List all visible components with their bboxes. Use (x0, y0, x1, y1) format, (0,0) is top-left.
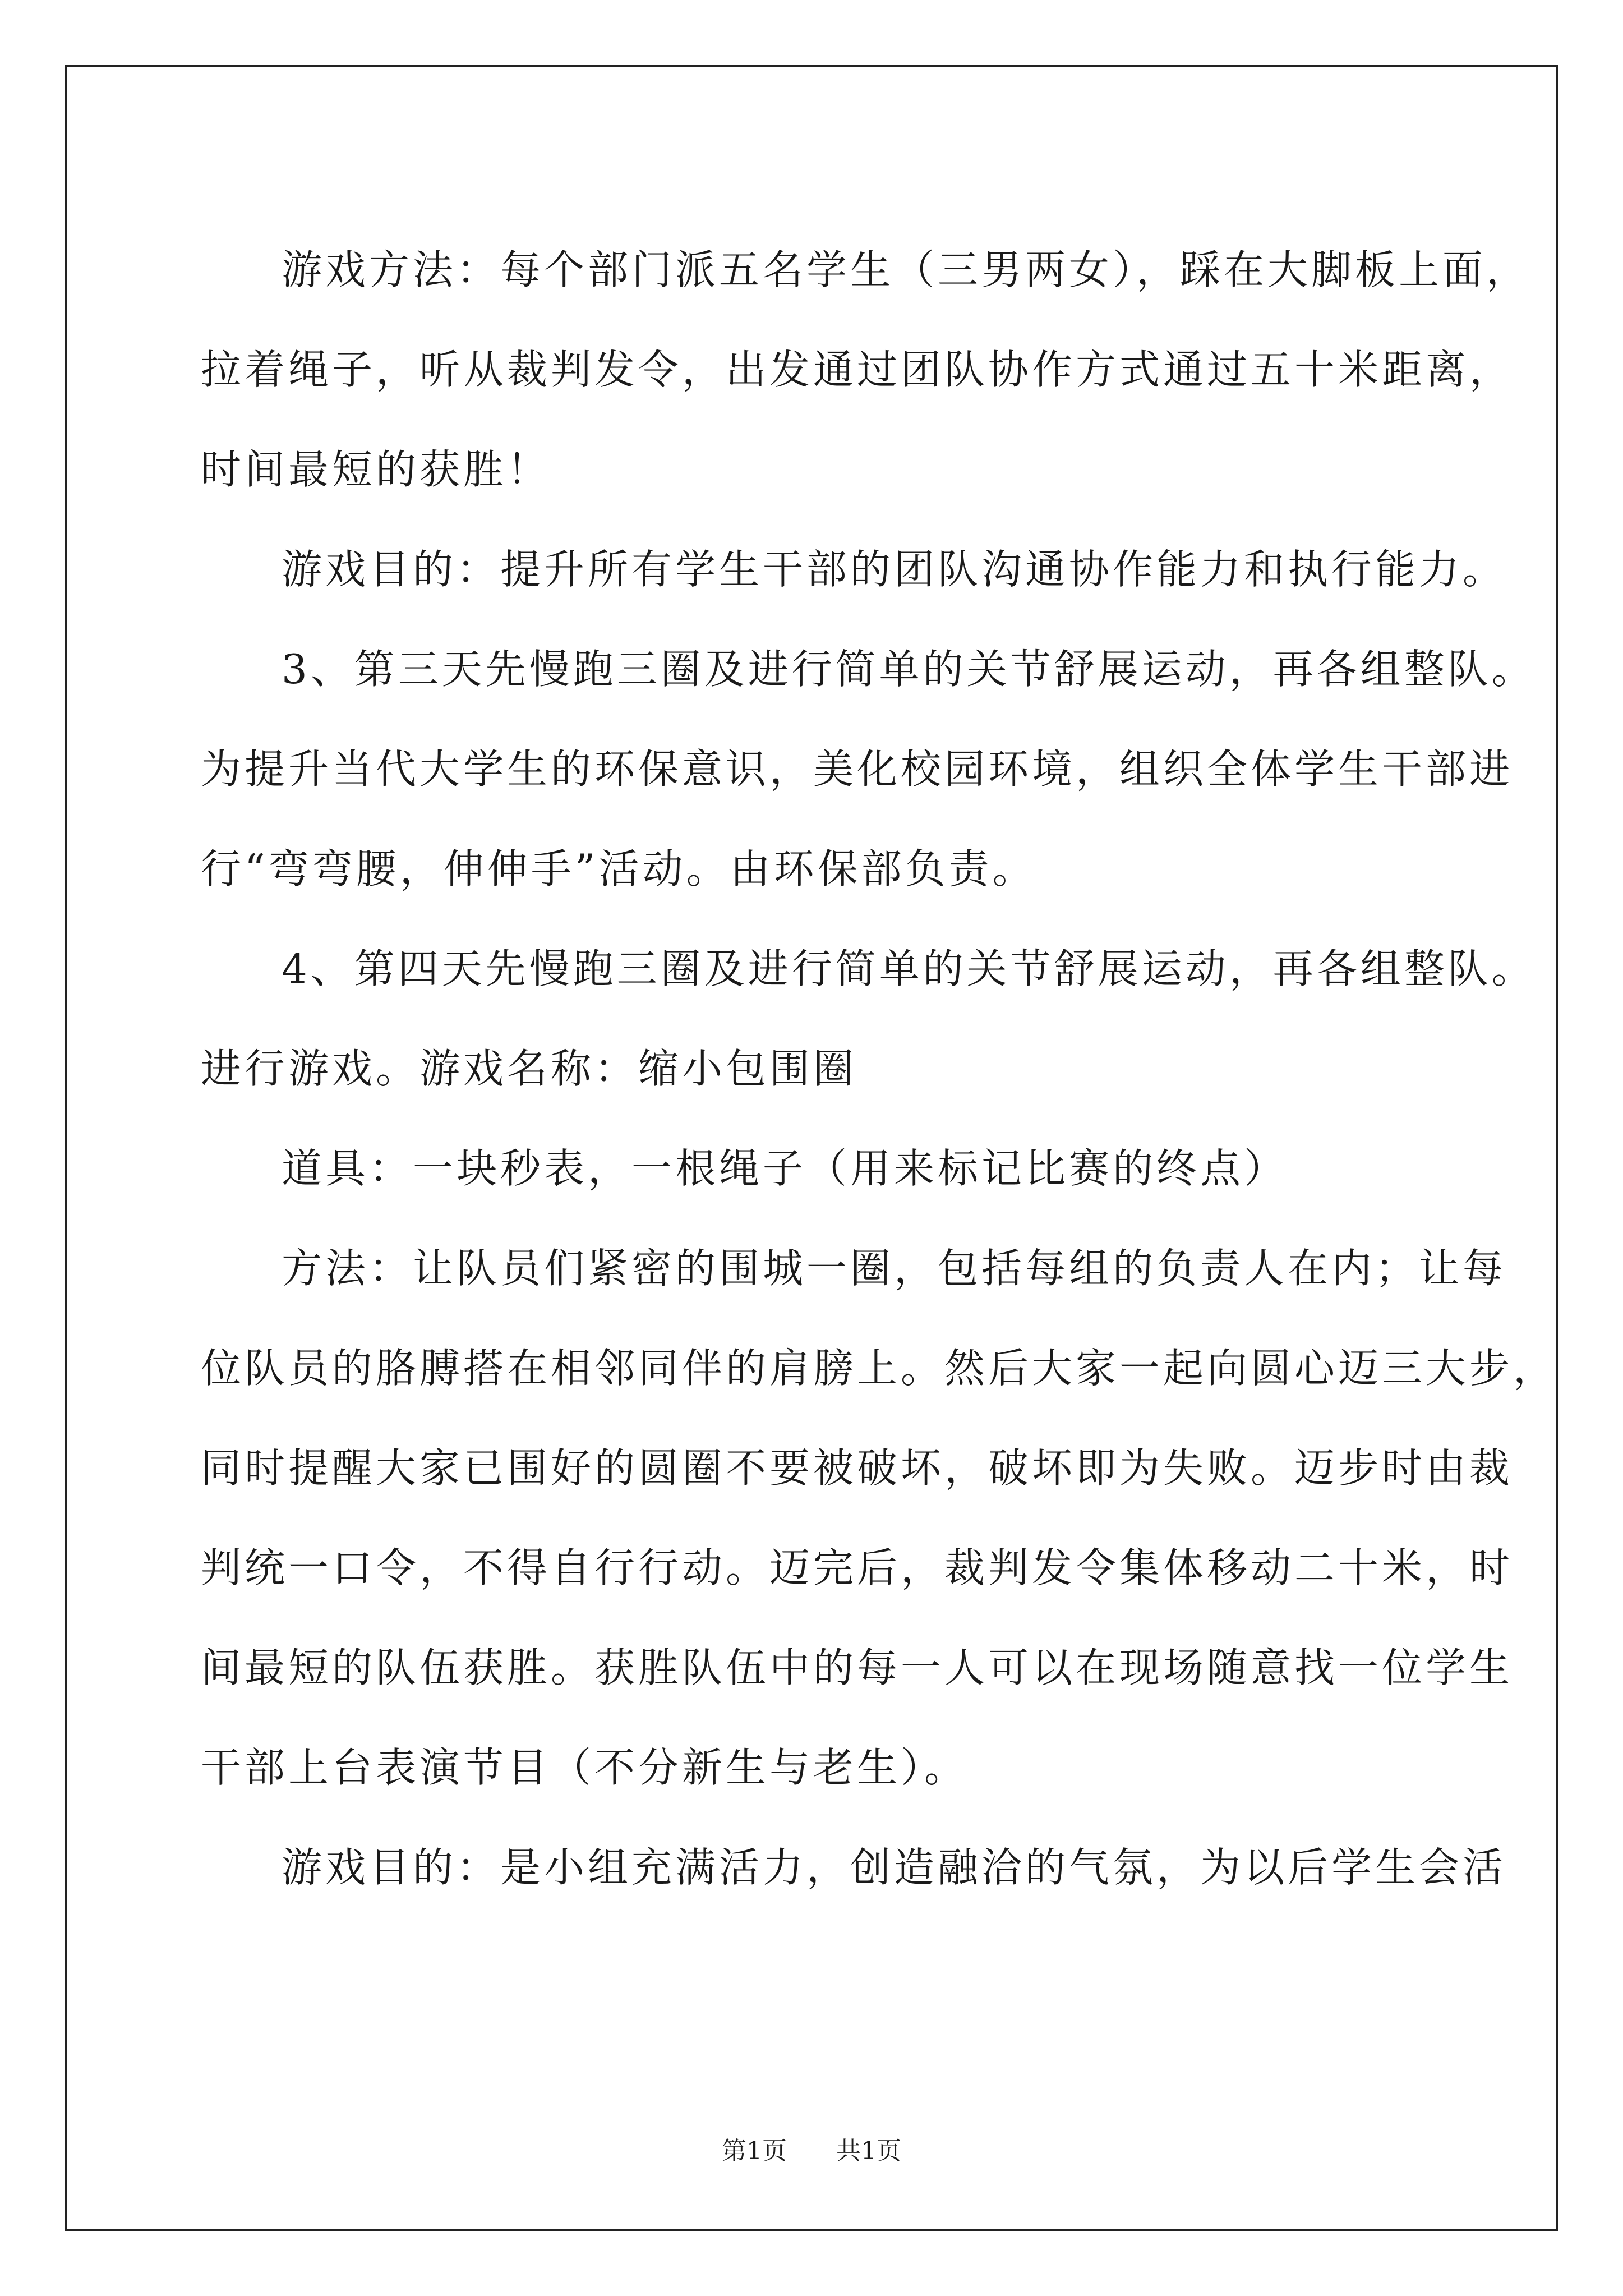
text-line: 道具：一块秒表，一根绳子（用来标记比赛的终点） (282, 1145, 1288, 1192)
text-line: 游戏方法：每个部门派五名学生（三男两女），踩在大脚板上面， (282, 246, 1530, 293)
page-number-total: 共1页 (836, 2137, 901, 2165)
text-line: 间最短的队伍获胜。获胜队伍中的每一人可以在现场随意找一位学生 (201, 1644, 1514, 1691)
text-line: 3、第三天先慢跑三圈及进行简单的关节舒展运动，再各组整队。 (282, 646, 1536, 693)
text-line: 时间最短的获胜！ (201, 446, 551, 493)
page-number-current: 第1页 (722, 2137, 787, 2165)
text-line: 干部上台表演节目（不分新生与老生）。 (201, 1744, 969, 1791)
page-footer (0, 2134, 1623, 2168)
text-line: 位队员的胳膊搭在相邻同伴的肩膀上。然后大家一起向圆心迈三大步， (201, 1345, 1557, 1392)
text-line: 行“弯弯腰，伸伸手”活动。由环保部负责。 (201, 845, 1036, 892)
text-line: 同时提醒大家已围好的圆圈不要被破坏，破坏即为失败。迈步时由裁 (201, 1444, 1514, 1492)
text-line: 方法：让队员们紧密的围城一圈，包括每组的负责人在内；让每 (282, 1245, 1507, 1292)
text-line: 为提升当代大学生的环保意识，美化校园环境，组织全体学生干部进 (201, 746, 1514, 793)
text-line: 判统一口令，不得自行行动。迈完后，裁判发令集体移动二十米，时 (201, 1544, 1514, 1591)
text-line: 进行游戏。游戏名称：缩小包围圈 (201, 1045, 857, 1092)
text-line: 游戏目的：是小组充满活力，创造融洽的气氛，为以后学生会活 (282, 1844, 1507, 1891)
text-line: 游戏目的：提升所有学生干部的团队沟通协作能力和执行能力。 (282, 546, 1507, 593)
document-body (201, 220, 1557, 1917)
text-line: 拉着绳子，听从裁判发令，出发通过团队协作方式通过五十米距离， (201, 346, 1514, 393)
text-line: 4、第四天先慢跑三圈及进行简单的关节舒展运动，再各组整队。 (282, 945, 1536, 992)
